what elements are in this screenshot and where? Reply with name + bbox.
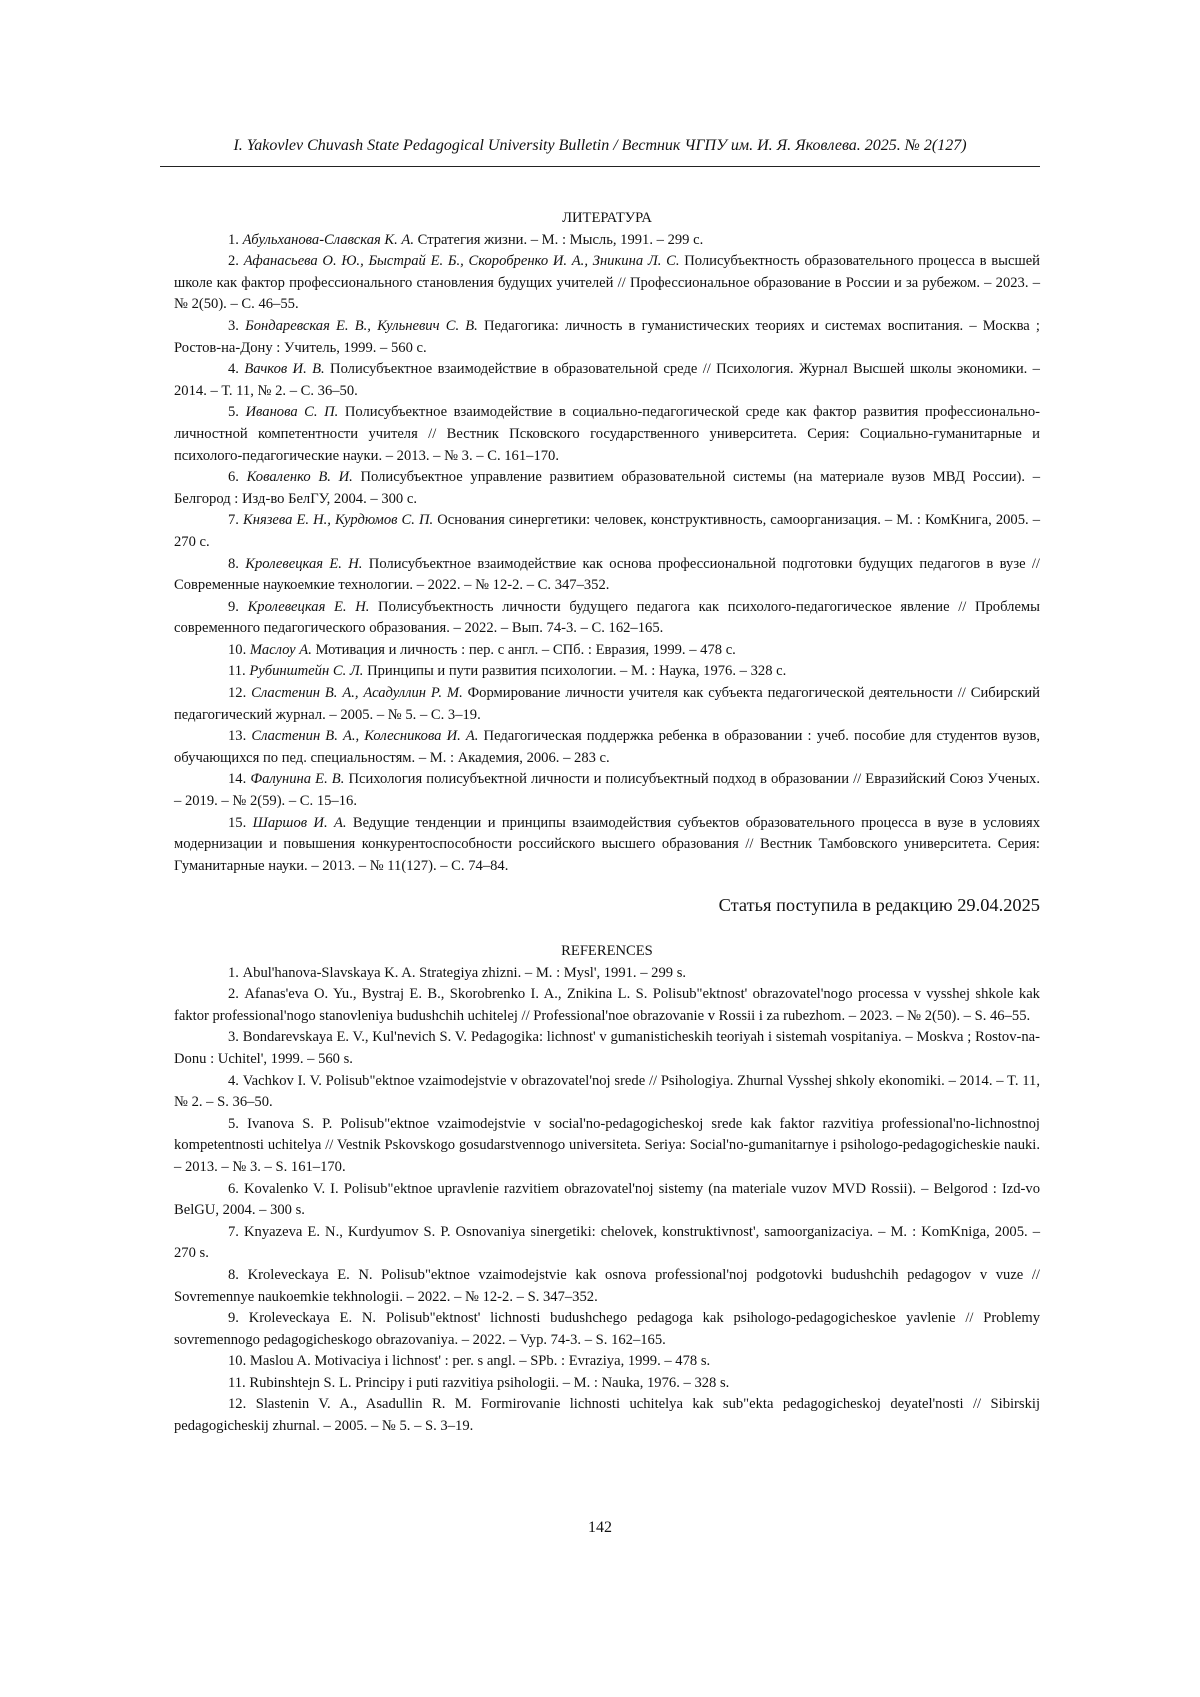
item-text: Педагогическая поддержка ребенка в образовании : учеб. пособие для студентов вузов, обучающихся по пед. специальностям. – М. : Академия, 2006. – 283 с. [174, 728, 1040, 766]
references-list [174, 963, 1040, 1438]
literature-list [174, 230, 1040, 878]
literature-item [174, 769, 1040, 812]
item-text: Полисубъектность образовательного процесса в высшей школе как фактор профессионального становления будущих учителей // Профессиональное образование в России и за рубежом. – 2023. – № 2(50). – С. 46–55. [174, 253, 1040, 313]
item-authors: Абульханова-Славская К. А. [242, 231, 414, 248]
item-number: 2. [228, 253, 239, 270]
header-divider [160, 166, 1040, 167]
item-text: Основания синергетики: человек, конструктивность, самоорганизация. – М. : КомКнига, 2005. – 270 с. [174, 512, 1040, 550]
item-text: Полисубъектное управление развитием образовательной системы (на материале вузов МВД России). – Белгород : Изд-во БелГУ, 2004. – 300 с. [174, 469, 1040, 507]
item-number: 13. [228, 728, 247, 745]
item-authors: Фалунина Е. В. [250, 771, 345, 788]
reference-item [174, 1027, 1040, 1070]
literature-item [174, 813, 1040, 878]
reference-item [174, 1222, 1040, 1265]
literature-item [174, 316, 1040, 359]
literature-item [174, 359, 1040, 402]
reference-item [174, 1373, 1040, 1395]
item-number: 9. [228, 598, 239, 615]
item-text: Vachkov I. V. Polisub"ektnoe vzaimodejstvie v obrazovatel'noj srede // Psihologiya. Zhurnal Vysshej shkoly ekonomiki. – 2014. – T. 11, № 2. – S. 36–50. [174, 1072, 1040, 1111]
item-authors: Князева Е. Н., Курдюмов С. П. [243, 512, 434, 529]
item-text: Полисубъектность личности будущего педагога как психолого-педагогическое явление // Проблемы современного педагогического образования. – 2022. – Вып. 74-3. – С. 162–165. [174, 598, 1040, 637]
item-number: 5. [228, 404, 239, 421]
item-text: Формирование личности учителя как субъекта педагогической деятельности // Сибирский педагогический журнал. – 2005. – № 5. – С. 3–19. [174, 685, 1040, 723]
references-section [174, 941, 1040, 1438]
item-number: 12. [228, 1396, 247, 1413]
reference-item [174, 1308, 1040, 1351]
item-text: Ivanova S. P. Polisub"ektnoe vzaimodejstvie v social'no-pedagogicheskoj srede kak faktor razvitiya professional'no-lichnostnoj kompetentnosti uchitelya // Vestnik Pskovskogo gosudarstvennogo universiteta. Seriya: Social'no-gumanitarnye i psihologo-pedagogicheskie nauki. – 2013. – № 3. – S. 161–170. [174, 1115, 1040, 1175]
item-text: Maslou A. Motivaciya i lichnost' : per. s angl. – SPb. : Evraziya, 1999. – 478 s. [249, 1353, 711, 1370]
item-authors: Рубинштейн С. Л. [249, 663, 364, 680]
literature-item [174, 683, 1040, 726]
item-number: 8. [228, 1266, 239, 1283]
item-number: 3. [228, 1029, 239, 1046]
item-number: 10. [228, 1353, 247, 1370]
item-authors: Бондаревская Е. В., Кульневич С. В. [245, 317, 478, 334]
literature-item [174, 661, 1040, 683]
item-authors: Кролевецкая Е. Н. [245, 555, 363, 572]
references-title: REFERENCES [561, 943, 653, 959]
item-text: Kroleveckaya E. N. Polisub"ektnoe vzaimodejstvie kak osnova professional'noj podgotovki budushchih pedagogov v vuze // Sovremennye naukoemkie tekhnologii. – 2022. – № 12-2. – S. 347–352. [174, 1266, 1040, 1305]
item-number: 15. [228, 814, 247, 831]
item-authors: Коваленко В. И. [246, 469, 353, 486]
item-text: Полисубъектное взаимодействие в социально-педагогической среде как фактор развития профессионально-личностной компетентности учителя // Вестник Псковского государственного университета. Серия: Социально-гуманитарные и психолого-педагогические науки. – 2013. – № 3. – С. 161–170. [174, 404, 1040, 464]
item-authors: Вачков И. В. [244, 361, 325, 378]
item-number: 1. [228, 964, 239, 981]
item-number: 3. [228, 317, 239, 334]
item-number: 4. [228, 361, 239, 378]
item-number: 6. [228, 1180, 239, 1197]
literature-item [174, 230, 1040, 252]
item-text: Afanas'eva O. Yu., Bystraj E. B., Skorobrenko I. A., Znikina L. S. Polisub"ektnost' obrazovatel'nogo processa v vysshej shkole kak faktor professional'nogo stanovleniya budushchih uchitelej // Professional'noe obrazovanie v Rossii i za rubezhom. – 2023. – № 2(50). – S. 46–55. [174, 986, 1040, 1024]
item-text: Rubinshtejn S. L. Principy i puti razvitiya psihologii. – M. : Nauka, 1976. – 328 s. [249, 1374, 730, 1391]
item-authors: Сластенин В. А., Асадуллин Р. М. [251, 685, 463, 702]
item-text: Abul'hanova-Slavskaya K. A. Strategiya zhizni. – M. : Mysl', 1991. – 299 s. [242, 964, 687, 981]
literature-item [174, 554, 1040, 597]
item-authors: Афанасьева О. Ю., Быстрай Е. Б., Скоробренко И. А., Зникина Л. С. [243, 253, 680, 270]
item-authors: Иванова С. П. [245, 404, 339, 421]
reference-item [174, 963, 1040, 985]
item-number: 6. [228, 469, 239, 486]
item-text: Kroleveckaya E. N. Polisub"ektnost' lichnosti budushchego pedagoga kak psihologo-pedagogicheskoe yavlenie // Problemy sovremennogo pedagogicheskogo obrazovaniya. – 2022. – Vyp. 74-3. – S. 162–165. [174, 1310, 1040, 1348]
item-number: 7. [228, 1223, 239, 1240]
item-authors: Сластенин В. А., Колесникова И. А. [251, 728, 479, 745]
reference-item [174, 1394, 1040, 1437]
literature-item [174, 597, 1040, 640]
reference-item [174, 1265, 1040, 1308]
item-text: Стратегия жизни. – М. : Мысль, 1991. – 299 с. [417, 231, 704, 248]
item-text: Принципы и пути развития психологии. – М. : Наука, 1976. – 328 с. [367, 663, 787, 680]
item-text: Педагогика: личность в гуманистических теориях и системах воспитания. – Москва ; Ростов-на-Дону : Учитель, 1999. – 560 с. [174, 317, 1040, 356]
item-number: 14. [228, 771, 247, 788]
page-number: 142 [588, 1519, 612, 1536]
reference-item [174, 1351, 1040, 1373]
item-text: Slastenin V. A., Asadullin R. M. Formirovanie lichnosti uchitelya kak sub"ekta pedagogicheskoj deyatel'nosti // Sibirskij pedagogicheskij zhurnal. – 2005. – № 5. – S. 3–19. [174, 1396, 1040, 1435]
literature-item [174, 251, 1040, 316]
item-text: Полисубъектное взаимодействие в образовательной среде // Психология. Журнал Высшей школы экономики. – 2014. – Т. 11, № 2. – С. 36–50. [174, 361, 1040, 399]
literature-item [174, 640, 1040, 662]
item-authors: Кролевецкая Е. Н. [247, 598, 370, 615]
item-text: Полисубъектное взаимодействие как основа профессиональной подготовки будущих педагогов в вузе // Современные наукоемкие технологии. – 2022. – № 12-2. – С. 347–352. [174, 555, 1040, 594]
journal-running-header: I. Yakovlev Chuvash State Pedagogical University Bulletin / Вестник ЧГПУ им. И. Я. Яковлева. 2025. № 2(127) [233, 137, 967, 154]
item-text: Bondarevskaya E. V., Kul'nevich S. V. Pedagogika: lichnost' v gumanisticheskih teoriyah i sistemah vospitaniya. – Moskva ; Rostov-na-Donu : Uchitel', 1999. – 560 s. [174, 1029, 1040, 1067]
literature-item [174, 726, 1040, 769]
item-number: 12. [228, 685, 247, 702]
item-text: Ведущие тенденции и принципы взаимодействия субъектов образовательного процесса в вузе в условиях модернизации и повышения конкурентоспособности российского высшего образования // Вестник Тамбовского университета. Серия: Гуманитарные науки. – 2013. – № 11(127). – С. 74–84. [174, 814, 1040, 874]
item-text: Knyazeva E. N., Kurdyumov S. P. Osnovaniya sinergetiki: chelovek, konstruktivnost', samoorganizaciya. – M. : KomKniga, 2005. – 270 s. [174, 1223, 1040, 1262]
received-date-note: Статья поступила в редакцию 29.04.2025 [718, 895, 1040, 915]
item-number: 9. [228, 1310, 239, 1327]
literature-item [174, 510, 1040, 553]
item-text: Kovalenko V. I. Polisub"ektnoe upravlenie razvitiem obrazovatel'noj sistemy (na materiale vuzov MVD Rossii). – Belgorod : Izd-vo BelGU, 2004. – 300 s. [174, 1180, 1040, 1219]
item-number: 5. [228, 1115, 239, 1132]
item-text: Мотивация и личность : пер. с англ. – СПб. : Евразия, 1999. – 478 с. [315, 641, 736, 658]
item-authors: Шаршов И. А. [252, 814, 347, 831]
item-number: 2. [228, 986, 239, 1003]
item-number: 1. [228, 231, 239, 248]
reference-item [174, 1179, 1040, 1222]
literature-title: ЛИТЕРАТУРА [562, 210, 652, 226]
reference-item [174, 984, 1040, 1027]
literature-item [174, 467, 1040, 510]
item-number: 11. [228, 1374, 246, 1391]
item-text: Психология полисубъектной личности и полисубъектный подход в образовании // Евразийский Союз Ученых. – 2019. – № 2(59). – С. 15–16. [174, 771, 1040, 810]
reference-item [174, 1071, 1040, 1114]
reference-item [174, 1114, 1040, 1179]
literature-section [174, 208, 1040, 877]
item-number: 11. [228, 663, 246, 680]
literature-item [174, 402, 1040, 467]
item-number: 10. [228, 641, 247, 658]
item-number: 4. [228, 1072, 239, 1089]
item-authors: Маслоу А. [249, 641, 312, 658]
item-number: 7. [228, 512, 239, 529]
item-number: 8. [228, 555, 239, 572]
